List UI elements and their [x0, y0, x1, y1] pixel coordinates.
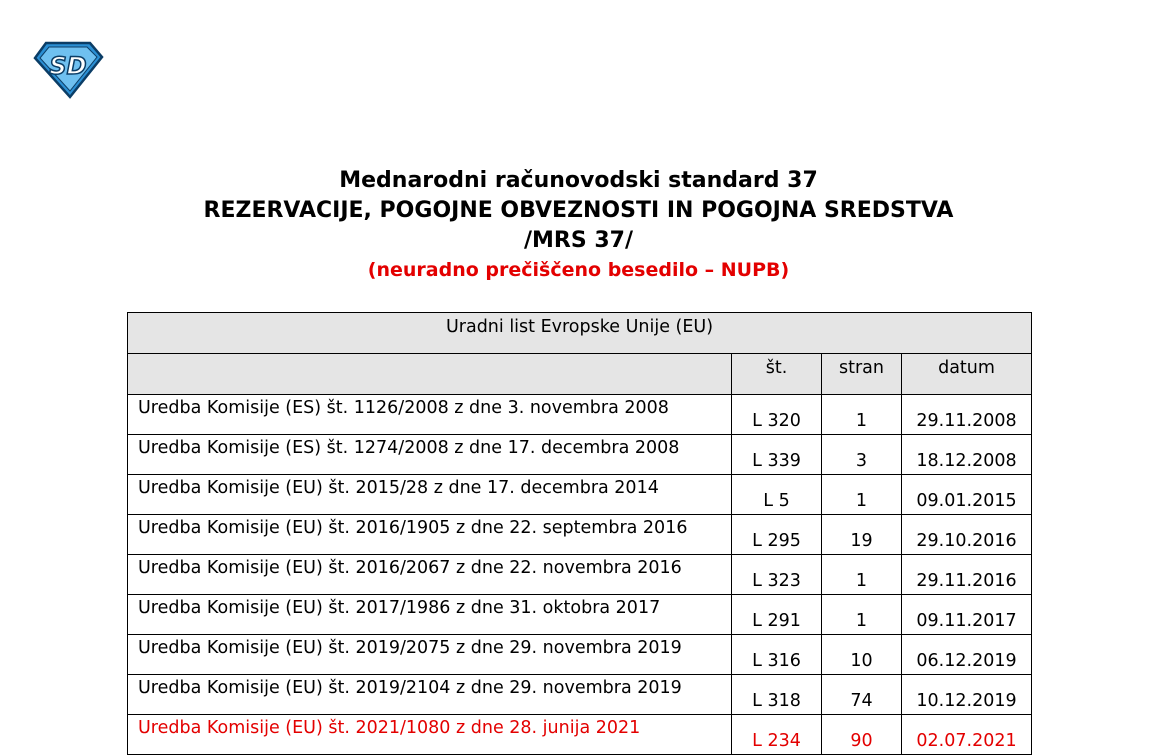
table-row — [128, 435, 1032, 475]
row-st: L 234 — [732, 715, 822, 755]
sd-diamond-logo-icon — [32, 40, 104, 100]
table-caption: Uradni list Evropske Unije (EU) — [128, 313, 1032, 354]
row-stran: 90 — [822, 715, 902, 755]
row-datum: 02.07.2021 — [902, 715, 1032, 755]
row-st: L 323 — [732, 555, 822, 595]
row-st: L 320 — [732, 395, 822, 435]
title-line-2: REZERVACIJE, POGOJNE OBVEZNOSTI IN POGOJNA SREDSTVA — [203, 198, 954, 223]
row-datum: 29.10.2016 — [902, 515, 1032, 555]
row-name: Uredba Komisije (EU) št. 2019/2075 z dne 29. novembra 2019 — [128, 635, 732, 675]
row-name: Uredba Komisije (EU) št. 2016/2067 z dne 22. novembra 2016 — [128, 555, 732, 595]
row-stran: 1 — [822, 395, 902, 435]
row-name: Uredba Komisije (EU) št. 2019/2104 z dne 29. novembra 2019 — [128, 675, 732, 715]
table-header-row — [128, 354, 1032, 395]
row-stran: 1 — [822, 555, 902, 595]
row-name: Uredba Komisije (EU) št. 2017/1986 z dne 31. oktobra 2017 — [128, 595, 732, 635]
row-name: Uredba Komisije (EU) št. 2015/28 z dne 17. decembra 2014 — [128, 475, 732, 515]
table-row — [128, 675, 1032, 715]
table-row — [128, 555, 1032, 595]
row-datum: 09.11.2017 — [902, 595, 1032, 635]
subtitle: (neuradno prečiščeno besedilo – NUPB) — [367, 259, 790, 281]
row-name: Uredba Komisije (ES) št. 1274/2008 z dne 17. decembra 2008 — [128, 435, 732, 475]
official-journal-table — [127, 312, 1032, 755]
row-stran: 1 — [822, 475, 902, 515]
row-datum: 29.11.2008 — [902, 395, 1032, 435]
column-header-name — [128, 354, 732, 395]
row-datum: 09.01.2015 — [902, 475, 1032, 515]
row-name: Uredba Komisije (EU) št. 2021/1080 z dne 28. junija 2021 — [128, 715, 732, 755]
table-row — [128, 515, 1032, 555]
table-row — [128, 395, 1032, 435]
table-row-latest — [128, 715, 1032, 755]
row-datum: 29.11.2016 — [902, 555, 1032, 595]
column-header-datum: datum — [902, 354, 1032, 395]
row-stran: 19 — [822, 515, 902, 555]
row-name: Uredba Komisije (ES) št. 1126/2008 z dne 3. novembra 2008 — [128, 395, 732, 435]
column-header-stran: stran — [822, 354, 902, 395]
table-row — [128, 595, 1032, 635]
title-block — [0, 166, 1157, 284]
table-row — [128, 475, 1032, 515]
title-line-1: Mednarodni računovodski standard 37 — [339, 168, 818, 193]
row-st: L 295 — [732, 515, 822, 555]
table-row — [128, 635, 1032, 675]
row-stran: 3 — [822, 435, 902, 475]
column-header-st: št. — [732, 354, 822, 395]
row-datum: 18.12.2008 — [902, 435, 1032, 475]
row-stran: 1 — [822, 595, 902, 635]
table-caption-row — [128, 313, 1032, 354]
row-st: L 291 — [732, 595, 822, 635]
row-name: Uredba Komisije (EU) št. 2016/1905 z dne 22. septembra 2016 — [128, 515, 732, 555]
row-st: L 316 — [732, 635, 822, 675]
row-datum: 06.12.2019 — [902, 635, 1032, 675]
row-stran: 74 — [822, 675, 902, 715]
row-st: L 318 — [732, 675, 822, 715]
row-st: L 339 — [732, 435, 822, 475]
title-line-3: /MRS 37/ — [523, 228, 634, 253]
row-stran: 10 — [822, 635, 902, 675]
logo-text: SD — [49, 52, 87, 80]
row-st: L 5 — [732, 475, 822, 515]
row-datum: 10.12.2019 — [902, 675, 1032, 715]
